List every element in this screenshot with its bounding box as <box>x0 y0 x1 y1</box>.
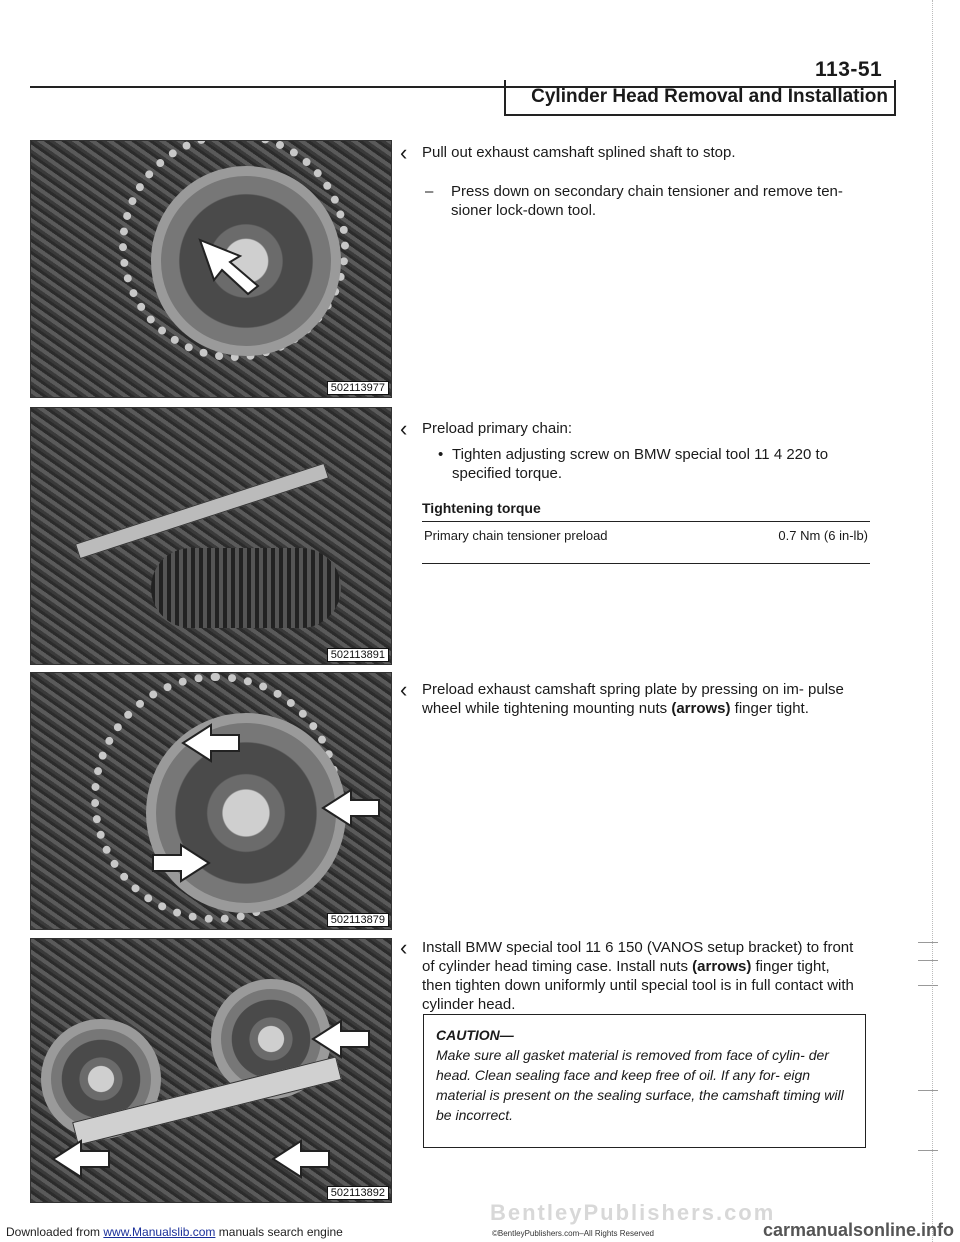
dash-marker: – <box>425 183 434 200</box>
copyright: ©BentleyPublishers.com–All Rights Reserved <box>492 1229 654 1238</box>
impulse-wheel <box>146 713 346 913</box>
photo-tag: 502113892 <box>327 1186 389 1200</box>
torque-value: 0.7 Nm (6 in-lb) <box>778 528 868 543</box>
step-tighten-adjusting-screw: • Tighten adjusting screw on BMW special tool 11 4 220 to specified torque. <box>438 446 829 482</box>
step-remove-lockdown-tool: – Press down on secondary chain tensioner and remove ten- sioner lock-down tool. <box>425 183 843 219</box>
margin-line <box>932 0 933 1242</box>
step-preload-primary-chain: ‹ Preload primary chain: <box>400 416 573 441</box>
torque-item: Primary chain tensioner preload <box>424 528 608 543</box>
step-pull-out-shaft: ‹ Pull out exhaust camshaft splined shaft to stop. <box>400 140 736 165</box>
photo-tag: 502113879 <box>327 913 389 927</box>
torque-table <box>422 521 870 564</box>
margin-tick <box>918 1090 938 1091</box>
white-arrow-icon <box>51 1139 111 1179</box>
torque-heading: Tightening torque <box>422 500 541 516</box>
photo-camshaft-sprocket <box>30 140 392 398</box>
step-preload-exhaust-camshaft: ‹ Preload exhaust camshaft spring plate by pressing on im- pulse wheel while tightening mounting nuts (arrows) finger tight. <box>400 677 844 717</box>
caution-text: Make sure all gasket material is removed from face of cylin- der head. Clean sealing face and keep free of oil. If any for- eign material is present on the sealing surface, the camshaft timing will be incorrect. <box>436 1047 844 1123</box>
footer-download-note: Downloaded from www.Manualslib.com manuals search engine <box>6 1225 343 1239</box>
caution-box <box>423 1014 866 1148</box>
white-arrow-icon <box>151 843 211 883</box>
special-tool-rod <box>75 463 329 559</box>
photo-impulse-wheel <box>30 672 392 930</box>
site-watermark: carmanualsonline.info <box>762 1220 954 1240</box>
step-install-vanos-bracket: ‹ Install BMW special tool 11 6 150 (VANOS setup bracket) to front of cylinder head timing case. Install nuts (arrows) finger tight, then tighten down uniformly until special tool is in full contact with cylinder head. <box>400 935 854 1013</box>
left-pointer-icon: ‹ <box>400 416 408 441</box>
section-title: Cylinder Head Removal and Installation <box>531 86 888 107</box>
caution-title: CAUTION— <box>436 1027 514 1043</box>
torque-row <box>422 522 870 563</box>
photo-vanos-bracket <box>30 938 392 1203</box>
margin-tick <box>918 1150 938 1151</box>
white-arrow-icon <box>181 723 241 763</box>
section-header <box>504 80 896 116</box>
watermark: BentleyPublishers.com <box>490 1200 776 1225</box>
margin-tick <box>918 942 938 943</box>
white-arrow-icon <box>196 236 266 296</box>
photo-primary-chain-tool <box>30 407 392 665</box>
left-pointer-icon: ‹ <box>400 140 408 165</box>
radiator-hose <box>151 548 341 628</box>
manualslib-link[interactable]: www.Manualslib.com <box>103 1225 216 1239</box>
white-arrow-icon <box>321 788 381 828</box>
photo-tag: 502113891 <box>327 648 389 662</box>
margin-tick <box>918 960 938 961</box>
bullet-icon: • <box>438 446 444 463</box>
white-arrow-icon <box>311 1019 371 1059</box>
left-pointer-icon: ‹ <box>400 935 408 960</box>
white-arrow-icon <box>271 1139 331 1179</box>
page-number: 113-51 <box>815 58 883 81</box>
margin-tick <box>918 985 938 986</box>
photo-tag: 502113977 <box>327 381 389 395</box>
left-pointer-icon: ‹ <box>400 677 408 702</box>
